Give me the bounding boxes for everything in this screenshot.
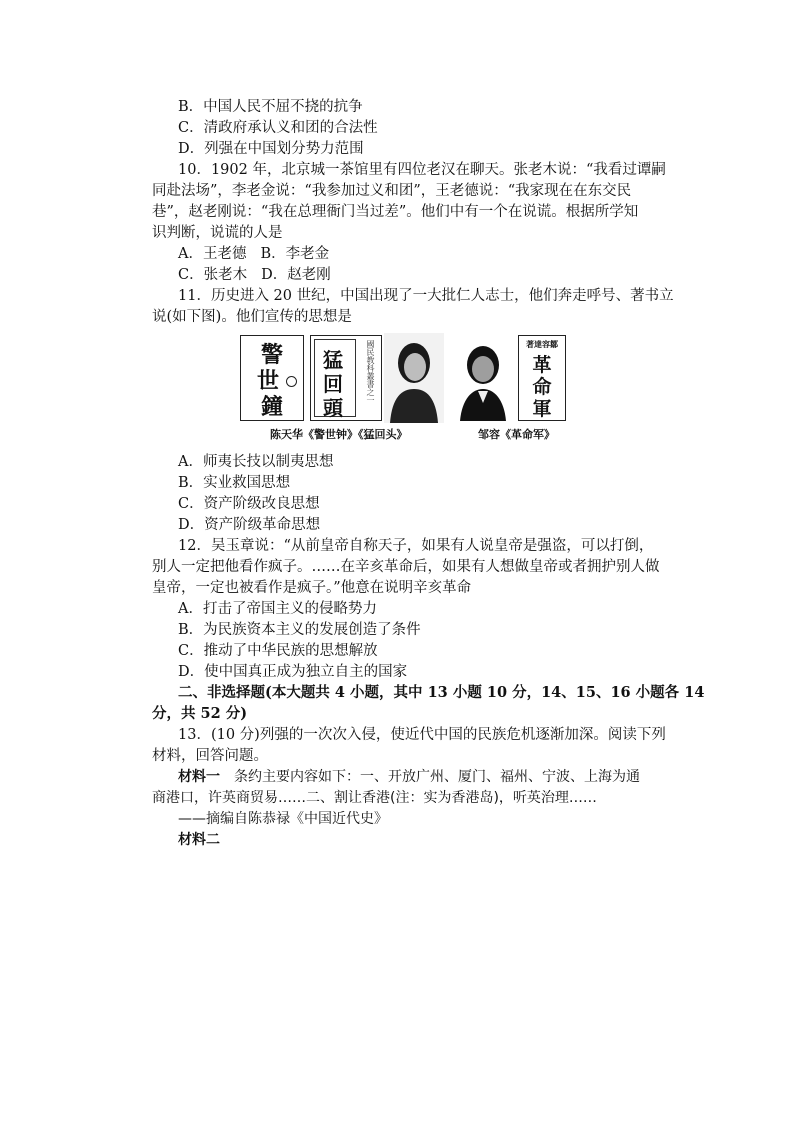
material-one-text: 条约主要内容如下：一、开放广州、厦门、福州、宁波、上海为通 [220, 769, 640, 785]
q10-stem-line1: 10．1902 年，北京城一茶馆里有四位老汉在聊天。张老木说：“我看过谭嗣 [178, 162, 666, 178]
book-cover-jingshizhong: 警 世 鐘 [240, 335, 304, 421]
q10-option-b: B．李老金 [260, 246, 330, 262]
section-two-heading-line2: 分，共 52 分) [152, 705, 248, 722]
q12-option-c: C．推动了中华民族的思想解放 [178, 643, 378, 659]
material-one-line2: 商港口，许英商贸易……二、割让香港(注：实为香港岛)，听英治理…… [152, 790, 597, 806]
material-one-label: 材料一 [178, 769, 220, 785]
q11-figure [240, 333, 566, 441]
q9-option-c: C．清政府承认义和团的合法性 [178, 120, 378, 136]
q12-stem-line1: 12．吴玉章说：“从前皇帝自称天子，如果有人说皇帝是强盗，可以打倒， [178, 538, 654, 554]
q12-stem-line2: 别人一定把他看作疯子。……在辛亥革命后，如果有人想做皇帝或者拥护别人做 [152, 559, 660, 575]
q11-option-c: C．资产阶级改良思想 [178, 496, 320, 512]
book-cover-menghuitou: 猛 回 頭 國民教科叢書之一 [310, 335, 382, 421]
q10-stem-line3: 巷”，赵老刚说：“我在总理衙门当过差”。他们中有一个在说谎。根据所学知 [152, 204, 639, 220]
portrait-zou-rong [458, 337, 508, 421]
q10-options-row2 [178, 265, 331, 285]
q9-option-d: D．列强在中国划分势力范围 [178, 141, 364, 157]
q12-option-d: D．使中国真正成为独立自主的国家 [178, 664, 408, 680]
q10-option-c: C．张老木 [178, 267, 248, 283]
q10-options-row1 [178, 244, 329, 264]
q12-option-a: A．打击了帝国主义的侵略势力 [178, 601, 377, 617]
q10-option-a: A．王老德 [178, 246, 247, 262]
book-cover-gemingjun: 著達容鄒 革 命 軍 [518, 335, 566, 421]
figure-caption-left: 陈天华《警世钟》《猛回头》 [270, 428, 408, 441]
material-one-line1 [178, 767, 640, 787]
q11-option-a: A．师夷长技以制夷思想 [178, 454, 334, 470]
q10-stem-line4: 识判断，说谎的人是 [152, 225, 283, 241]
section-two-heading-line1: 二、非选择题(本大题共 4 小题，其中 13 小题 10 分，14、15、16 小题各 14 [178, 684, 705, 701]
q11-option-b: B．实业救国思想 [178, 475, 291, 491]
q9-option-b: B．中国人民不屈不挠的抗争 [178, 99, 363, 115]
q13-stem-line1: 13．(10 分)列强的一次次入侵，使近代中国的民族危机逐渐加深。阅读下列 [178, 727, 666, 743]
q11-option-d: D．资产阶级革命思想 [178, 517, 321, 533]
portrait-photo-icon [458, 337, 508, 421]
q12-option-b: B．为民族资本主义的发展创造了条件 [178, 622, 421, 638]
book2-series-label: 國民教科叢書之一 [366, 340, 375, 404]
material-two-label: 材料二 [178, 832, 220, 848]
q11-stem-line2: 说(如下图)。他们宣传的思想是 [152, 309, 352, 325]
portrait-chen-tianhua [384, 333, 444, 423]
figure-caption-right: 邹容《革命军》 [478, 428, 555, 441]
q12-stem-line3: 皇帝，一定也被看作是疯子。”他意在说明辛亥革命 [152, 580, 472, 596]
portrait-photo-icon [384, 333, 444, 423]
q11-stem-line1: 11．历史进入 20 世纪，中国出现了一大批仁人志士，他们奔走呼号、著书立 [178, 288, 674, 304]
q10-option-d: D．赵老刚 [261, 267, 331, 283]
material-one-source: ——摘编自陈恭禄《中国近代史》 [178, 811, 388, 827]
q10-stem-line2: 同赴法场”，李老金说：“我参加过义和团”，王老德说：“我家现在在东交民 [152, 183, 632, 199]
q13-stem-line2: 材料，回答问题。 [152, 748, 268, 764]
book3-author-label: 著達容鄒 [526, 339, 558, 349]
